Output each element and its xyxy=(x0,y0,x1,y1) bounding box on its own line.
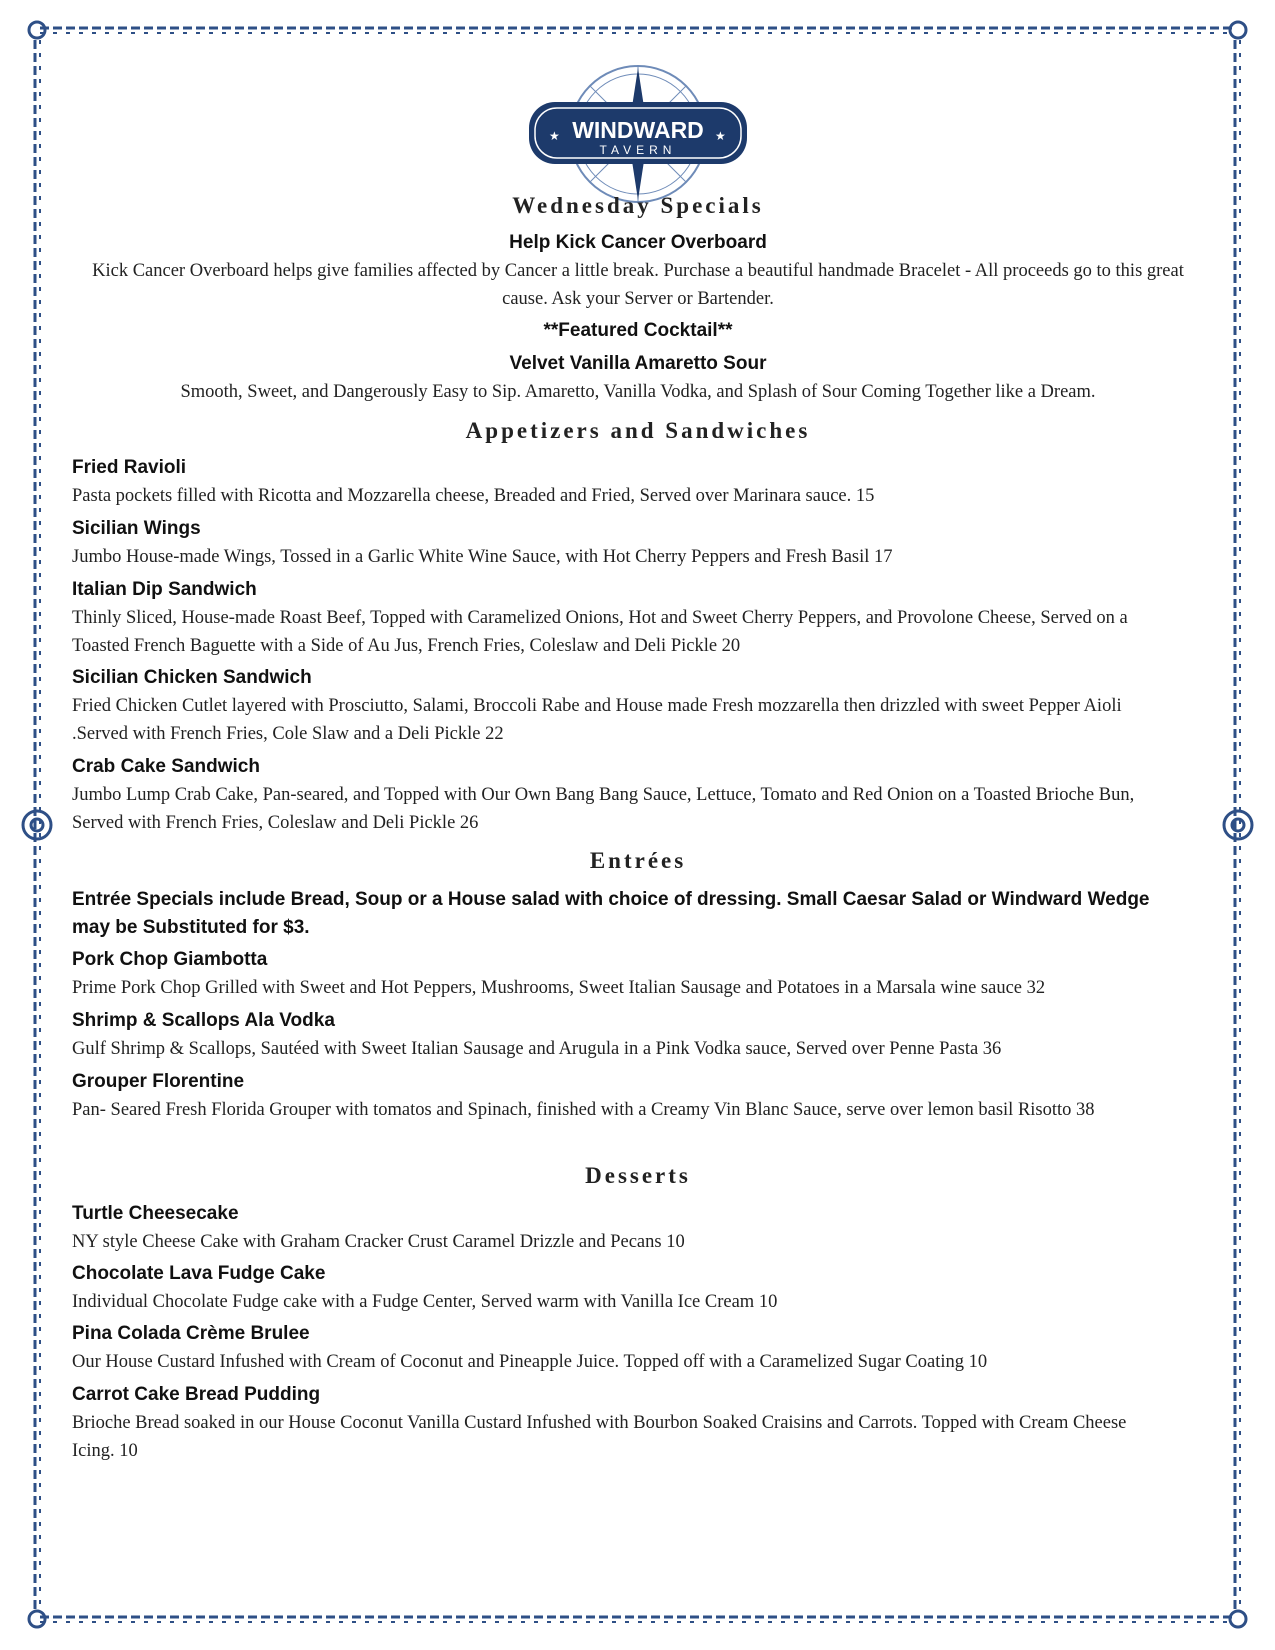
cocktail-desc: Smooth, Sweet, and Dangerously Easy to Sip. Amaretto, Vanilla Vodka, and Splash of Sour Coming Together like a Dream. xyxy=(180,382,1096,402)
menu-page xyxy=(72,60,1204,1620)
cocktail-name: Velvet Vanilla Amaretto Sour xyxy=(509,353,767,374)
desserts-heading: Desserts xyxy=(585,1163,691,1188)
menu-item-name: Carrot Cake Bread Pudding xyxy=(72,1384,321,1405)
menu-item-name: Italian Dip Sandwich xyxy=(72,579,257,600)
menu-item-desc: Jumbo Lump Crab Cake, Pan-seared, and Topped with Our Own Bang Bang Sauce, Lettuce, Tomato and Red Onion on a Toasted Brioche Bun, Served with French Fries, Coleslaw and Deli Pickle 26 xyxy=(72,785,1135,833)
menu-item-desc: NY style Cheese Cake with Graham Cracker Crust Caramel Drizzle and Pecans 10 xyxy=(72,1232,685,1252)
svg-text:★: ★ xyxy=(715,129,726,143)
appetizers-heading: Appetizers and Sandwiches xyxy=(465,418,811,443)
menu-item-name: Pina Colada Crème Brulee xyxy=(72,1323,310,1344)
menu-item-desc: Gulf Shrimp & Scallops, Sautéed with Sweet Italian Sausage and Arugula in a Pink Vodka sauce, Served over Penne Pasta 36 xyxy=(72,1039,1002,1059)
specials-heading: Wednesday Specials xyxy=(512,193,764,218)
menu-item-desc: Thinly Sliced, House-made Roast Beef, Topped with Caramelized Onions, Hot and Sweet Cherry Peppers, and Provolone Cheese, Served on a Toasted French Baguette with a Side of Au Jus, French Fries, Coleslaw and Deli Pickle 20 xyxy=(72,608,1128,656)
charity-text: Kick Cancer Overboard helps give families affected by Cancer a little break. Purchase a beautiful handmade Bracelet - All proceeds go to this great cause. Ask your Server or Bartender. xyxy=(92,261,1184,309)
menu-item-desc: Jumbo House-made Wings, Tossed in a Garlic White Wine Sauce, with Hot Cherry Peppers and Fresh Basil 17 xyxy=(72,547,893,567)
menu-item-desc: Brioche Bread soaked in our House Coconut Vanilla Custard Infushed with Bourbon Soaked Craisins and Carrots. Topped with Cream Cheese Icing. 10 xyxy=(72,1413,1127,1461)
menu-item-desc: Our House Custard Infushed with Cream of Coconut and Pineapple Juice. Topped off with a Caramelized Sugar Coating 10 xyxy=(72,1352,988,1372)
menu-item-desc: Fried Chicken Cutlet layered with Prosciutto, Salami, Broccoli Rabe and House made Fresh mozzarella then drizzled with sweet Pepper Aioli .Served with French Fries, Cole Slaw and a Deli Pickle 22 xyxy=(72,696,1122,744)
entrees-heading: Entrées xyxy=(589,848,687,873)
logo-line2: TAVERN xyxy=(599,143,677,157)
menu-item-name: Fried Ravioli xyxy=(72,457,187,478)
menu-item-name: Pork Chop Giambotta xyxy=(72,949,268,970)
menu-item-name: Shrimp & Scallops Ala Vodka xyxy=(72,1010,335,1031)
menu-item-desc: Pan- Seared Fresh Florida Grouper with tomatos and Spinach, finished with a Creamy Vin Blanc Sauce, serve over lemon basil Risotto 38 xyxy=(72,1100,1095,1120)
logo-line1: WINDWARD xyxy=(572,117,704,143)
menu-item-desc: Pasta pockets filled with Ricotta and Mozzarella cheese, Breaded and Fried, Served over Marinara sauce. 15 xyxy=(72,486,875,506)
windward-tavern-logo xyxy=(527,60,749,210)
compass-logo-icon xyxy=(527,60,749,210)
menu-item-name: Crab Cake Sandwich xyxy=(72,756,260,777)
charity-title: Help Kick Cancer Overboard xyxy=(509,232,767,253)
menu-item-name: Turtle Cheesecake xyxy=(72,1203,239,1224)
menu-item-name: Sicilian Chicken Sandwich xyxy=(72,667,312,688)
svg-text:★: ★ xyxy=(549,129,560,143)
featured-cocktail-label: **Featured Cocktail** xyxy=(543,320,733,341)
menu-item-name: Chocolate Lava Fudge Cake xyxy=(72,1263,326,1284)
menu-item-desc: Individual Chocolate Fudge cake with a Fudge Center, Served warm with Vanilla Ice Cream 10 xyxy=(72,1292,778,1312)
menu-item-name: Grouper Florentine xyxy=(72,1071,245,1092)
menu-item-desc: Prime Pork Chop Grilled with Sweet and Hot Peppers, Mushrooms, Sweet Italian Sausage and Potatoes in a Marsala wine sauce 32 xyxy=(72,978,1046,998)
entree-note: Entrée Specials include Bread, Soup or a House salad with choice of dressing. Small Caesar Salad or Windward Wedge may be Substituted for $3. xyxy=(72,889,1150,938)
menu-item-name: Sicilian Wings xyxy=(72,518,201,539)
